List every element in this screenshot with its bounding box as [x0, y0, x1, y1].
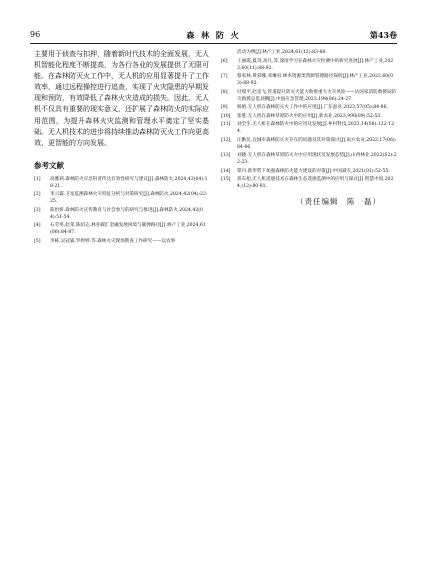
reference-text: 石劳男,赵荣,陈绍志.林业碳汇金融发展困境与碳弹路径[J].林产工业,2024,61(06):84-87. — [50, 223, 206, 236]
reference-item — [34, 176, 209, 190]
reference-item — [221, 121, 397, 135]
reference-number: [15] — [221, 177, 231, 182]
reference-text: 王丽霞,夏哥,高凡,等.深度学习在森林火灾检测中的研究进展[J].林产工业,2023,60(11):88-92. — [237, 58, 394, 71]
page-number: 96 — [30, 30, 41, 39]
reference-item — [221, 104, 397, 111]
reference-text: 高雅莉.森林防火应急科普传达有效性研究与建议[J].森林防火,2024,42(04):18-21. — [50, 176, 208, 189]
reference-number: [1] — [34, 176, 41, 182]
reference-list-right — [221, 49, 397, 190]
reference-item — [34, 222, 209, 236]
reference-list-left — [34, 176, 209, 245]
reference-text: 汪勤民,宜城市森林防灭火存在的问题及其对策探讨[J].南方农业,2023,17(06):84-86. — [237, 137, 397, 150]
reference-text: 蒋东旭.无人机遥感技术在森林生态遥感监测中的应用与探讨[J].智慧中国,2024,(12):80-81. — [237, 177, 394, 189]
reference-item — [221, 137, 397, 151]
right-column — [221, 49, 397, 207]
journal-title: 森 林 防 火 — [186, 30, 241, 40]
reference-text: 覃丹.新形势下加强森林防火能力建设的对策[J].中国减灾,2021(01):52-55. — [237, 168, 390, 174]
page-header — [30, 30, 397, 42]
references-heading: 参考文献 — [34, 160, 64, 170]
reference-text: 蔡家林,黄彩娜,邓琳君.林木资源类资源管理路径探析[J].林产工业,2023,60(03):88-92. — [237, 74, 393, 86]
reference-text: 张胜.无人机在森林草原防火中的应用[J].新农业,2023,990(09):52-53. — [237, 113, 382, 119]
reference-text: 陈怡妍.森林防火宣传教育与社会参与的研究与推进[J].森林防火,2024,42(04):51-54. — [50, 207, 203, 220]
reference-item — [34, 238, 209, 245]
reference-item — [221, 49, 397, 56]
reference-number: [9] — [221, 105, 228, 110]
reference-text: 付瑞平,赵彦飞.管道提升防灭火能力助推重大火灾风险——访国家消防救援局防灾救援总监刘腾[J].中国应急管理,2023.198(06):24-27. — [237, 89, 397, 102]
reference-number: [7] — [221, 74, 228, 79]
header-rule — [30, 43, 397, 44]
reference-text: 刘全生.无人机在森林防火中的应用及发展[J].乡村科技,2023,14(08):122-124. — [237, 122, 395, 134]
reference-text: 杨娟.无人机在森林防灭火工作中的应用[J].广东蚕业,2023,57(05):84-86. — [237, 105, 388, 110]
reference-number: [13] — [221, 153, 231, 158]
reference-number: [10] — [221, 113, 231, 119]
reference-number: [11] — [221, 122, 231, 127]
reference-number: [8] — [221, 89, 228, 95]
reference-number: [4] — [34, 223, 41, 229]
reference-number — [221, 49, 237, 56]
reference-item — [221, 58, 397, 72]
reference-item — [221, 168, 397, 175]
reference-number: [2] — [34, 192, 41, 198]
reference-number: [5] — [34, 238, 41, 244]
reference-text: 李云霖.卫星监测森林火灾特征分析与对策研究[J].森林防火,2024,42(04):22-25. — [50, 192, 208, 205]
reference-text: 李栋,吴冠霖,罗婷婷.等.森林火灾现场勘查工作研究——以农事 — [50, 238, 176, 244]
reference-number: [3] — [34, 207, 41, 213]
volume-label: 第43卷 — [369, 30, 397, 40]
reference-item — [221, 176, 397, 190]
reference-text: 刘晓.无人机在森林草原防灭火中应用现状及发展态势[J].山西林业,2022(S2):22-23. — [237, 153, 397, 165]
reference-item — [34, 207, 209, 221]
reference-number: [14] — [221, 168, 231, 174]
reference-number: [12] — [221, 137, 231, 143]
reference-item — [221, 113, 397, 120]
editor-credit: （责任编辑 陈 磊） — [296, 197, 381, 206]
reference-item — [221, 89, 397, 103]
body-paragraph: 主要用于侦查与扣押，随着新时代技术的全面发展，无人机智能化程度不断提高，为各行各业的发展提供了无限可能。在森林防灭火工作中，无人机的应用显著提升了工作效率，通过远程操控进行追查，实现了火灾隐患的早期发现和预防，有效降低了森林火灾造成的损失。因此，无人机不仅具有重要的现实意义，还扩展了森林防火的实际应用范围，为提升森林火灾监测和管理水平奠定了坚实基础。无人机技术的进步将持续推动森林防灭火工作向更高效、更智能的方向发展。 — [34, 50, 209, 147]
reference-text: 活动为例[J].林产工业,2024,61(12):83-88. — [237, 50, 327, 55]
reference-item — [221, 73, 397, 87]
left-column — [34, 49, 209, 246]
reference-item — [221, 152, 397, 166]
reference-number: [6] — [221, 58, 228, 64]
reference-item — [34, 191, 209, 205]
